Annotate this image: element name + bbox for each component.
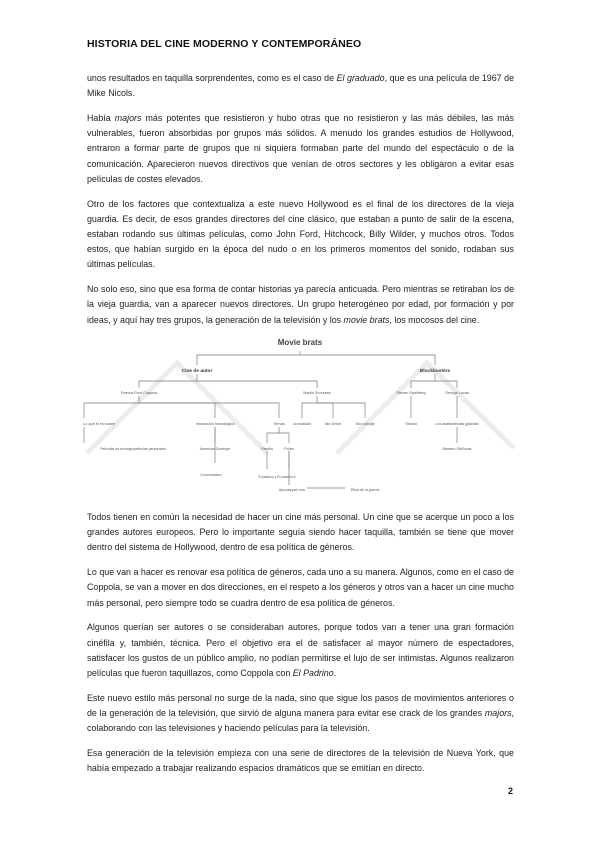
diagram-c1a: Películas de encargo/películas personales bbox=[100, 447, 166, 451]
paragraph-7 bbox=[87, 620, 514, 681]
diagram-spielberg: Steven Spielberg bbox=[396, 391, 426, 395]
text-block-top bbox=[87, 71, 514, 337]
diagram-coppola: Francis Ford Coppola bbox=[120, 391, 158, 395]
diagram-svg bbox=[83, 333, 514, 503]
watermark bbox=[87, 363, 514, 453]
film-title-el-graduado: El graduado bbox=[336, 73, 385, 83]
connector-scorsese-s2 bbox=[317, 403, 333, 418]
paragraph-5: Todos tienen en común la necesidad de hacer un cine más personal. Un cine que se acerque un poco a los grandes autores europeos. Pero lo importante seguía siendo hacer taquilla, también se tiene que mover dentro del sistema de Hollywood, dentro de esa política de géneros. bbox=[87, 512, 514, 553]
paragraph-8-text: Este nuevo estilo más personal no surge de la nada, sino que sigue los pasos de movimientos anteriores o de la generación de la televisión, que sirvió de alguna manera para evitar ese crack de los grandes bbox=[87, 692, 514, 719]
diagram-c3: Temas bbox=[273, 422, 285, 426]
paragraph-1-text: unos resultados en taquilla sorprendentes, como es el caso de bbox=[87, 73, 337, 83]
connector-c3-poder bbox=[279, 433, 289, 443]
connector-coppola-c3 bbox=[139, 403, 279, 418]
diagram-branch-autor: Cine de autor bbox=[181, 369, 213, 374]
page-number: 2 bbox=[508, 786, 514, 796]
running-header: HISTORIA DEL CINE MODERNO Y CONTEMPORÁNEO bbox=[87, 38, 362, 50]
paragraph-2 bbox=[87, 111, 514, 187]
paragraph-3: Otro de los factores que contextualiza a este nuevo Hollywood es el final de los directores de la vieja guardia. Es decir, de esos grandes directores del cine clásico, que estaban a punto de salir de la escena, estaban rodando sus últimas películas, como John Ford, Hitchcock, Billy Wilder, y muchos otros. Todos estos, que habían surgido en la época del nudo o en los primeros momentos del sonido, rodaban sus últimas películas. bbox=[87, 198, 514, 270]
diagram-branch-blockbusters: Blockbusters bbox=[419, 369, 451, 374]
diagram-lucas-galaxias: Los asaltantes/las galaxias bbox=[435, 422, 479, 426]
connector-scorsese-s1 bbox=[302, 396, 317, 418]
paragraph-6: Lo que van a hacer es renovar esa política de géneros, cada uno a su manera. Algunos, como en el caso de Coppola, se van a mover en dos direcciones, en el respeto a los géneros y otros van a hacer un cine mucho más personal, pero siempre todo se cuadra dentro de esa política de géneros. bbox=[87, 567, 514, 608]
paragraph-2-text-end: más potentes que resistieron y hubo otras que no resistieron y las más débiles, las más vulnerables, fueron absorbidas por grupos más sólidos. A menudo los grandes estudios de Hollywood, entraron a formar parte de grupos que ni siquiera formaban parte del mundo del espectáculo o de la comunicación. Aparecieron nuevos directivos que venían de otros sectores y les obligaron a evitar esas películas de costes elevados. bbox=[87, 113, 514, 184]
diagram-familia: Familia bbox=[261, 447, 273, 451]
paragraph-2-text: Había bbox=[87, 113, 115, 123]
paragraph-9: Esa generación de la televisión empieza con una serie de directores de la televisión de Nueva York, que había empezado a trabajar realizando espacios dramáticos que se emitían en directo. bbox=[87, 748, 514, 774]
movie-brats-diagram bbox=[83, 333, 514, 503]
diagram-apocalypse: Apocalypse now bbox=[278, 488, 306, 492]
connector-c3-familia bbox=[267, 427, 279, 443]
connector-coppola-c2 bbox=[139, 403, 215, 418]
text-block-bottom bbox=[87, 510, 514, 786]
diagram-labels bbox=[83, 338, 479, 492]
diagram-tiburon: Tiburón bbox=[404, 422, 418, 426]
diagram-connectors bbox=[84, 351, 457, 488]
connector-root-right bbox=[300, 355, 435, 365]
diagram-lucas: George Lucas bbox=[445, 391, 469, 395]
connector-autor-scorsese bbox=[197, 381, 317, 388]
watermark-stroke-right bbox=[337, 363, 514, 453]
diagram-root: Movie brats bbox=[277, 338, 323, 347]
diagram-c1: Lo que él es suave bbox=[83, 422, 115, 426]
watermark-stroke-left bbox=[87, 363, 267, 453]
paragraph-7-text-end: . bbox=[333, 668, 337, 679]
diagram-c2: Innovación tecnológica bbox=[195, 422, 235, 426]
paragraph-1-text-end: , que es una película de 1967 de Mike Nicols. bbox=[87, 73, 515, 99]
diagram-c2a: American Zoetrope bbox=[199, 447, 231, 451]
paragraph-4 bbox=[87, 282, 514, 328]
diagram-padrino: El padrino y El padrino II bbox=[258, 475, 296, 479]
paragraph-7-text: Algunos querían ser autores o se consideraban autores, porque todos van a tener una gran formación cinéfila y, también, técnica. Pero el objetivo era el de satisfacer al mayor número de espectadores, satisfacer los gustos de un público amplio, no podían permitirse el lujo de ser intimistas. Algunos realizaron películas que fueron taquillazos, como Coppola con bbox=[87, 622, 514, 679]
diagram-poder: Poder bbox=[284, 447, 294, 451]
term-movie-brats: movie brats bbox=[343, 314, 390, 325]
diagram-c2b: Conversation bbox=[200, 473, 222, 477]
diagram-toro-salvaje: Toro salvaje bbox=[355, 422, 375, 426]
diagram-etica-guerra: Ética de la guerra bbox=[350, 488, 380, 492]
connector-scorsese-s3 bbox=[317, 403, 365, 418]
paragraph-8 bbox=[87, 691, 514, 737]
paragraph-8-text-end: , colaborando con las televisiones y haciendo películas para la televisión. bbox=[87, 708, 514, 734]
paragraph-1 bbox=[87, 71, 514, 101]
diagram-lucas-maestro: Maestro Obi/lucas bbox=[442, 447, 472, 451]
diagram-scorsese: Martin Scorsese bbox=[303, 391, 331, 395]
diagram-taxi-driver: Taxi Driver bbox=[324, 422, 342, 426]
paragraph-4-text-end: , los mocosos del cine. bbox=[389, 314, 480, 325]
paragraph-4-text: No solo eso, sino que esa forma de contar historias ya parecía anticuada. Pero mientras se retiraban los de la vieja guardia, van a aparecer nuevos directores. Un grupo heterogéneo por edad, por formación y por ideas, y aquí hay tres grupos, la generación de la televisión y los bbox=[87, 284, 514, 325]
term-majors: majors bbox=[114, 113, 142, 123]
film-title-el-padrino: El Padrino bbox=[292, 668, 334, 679]
diagram-tradicion: La tradición bbox=[292, 422, 312, 426]
term-majors-2: majors bbox=[484, 708, 512, 719]
connector-root-left bbox=[197, 351, 300, 365]
